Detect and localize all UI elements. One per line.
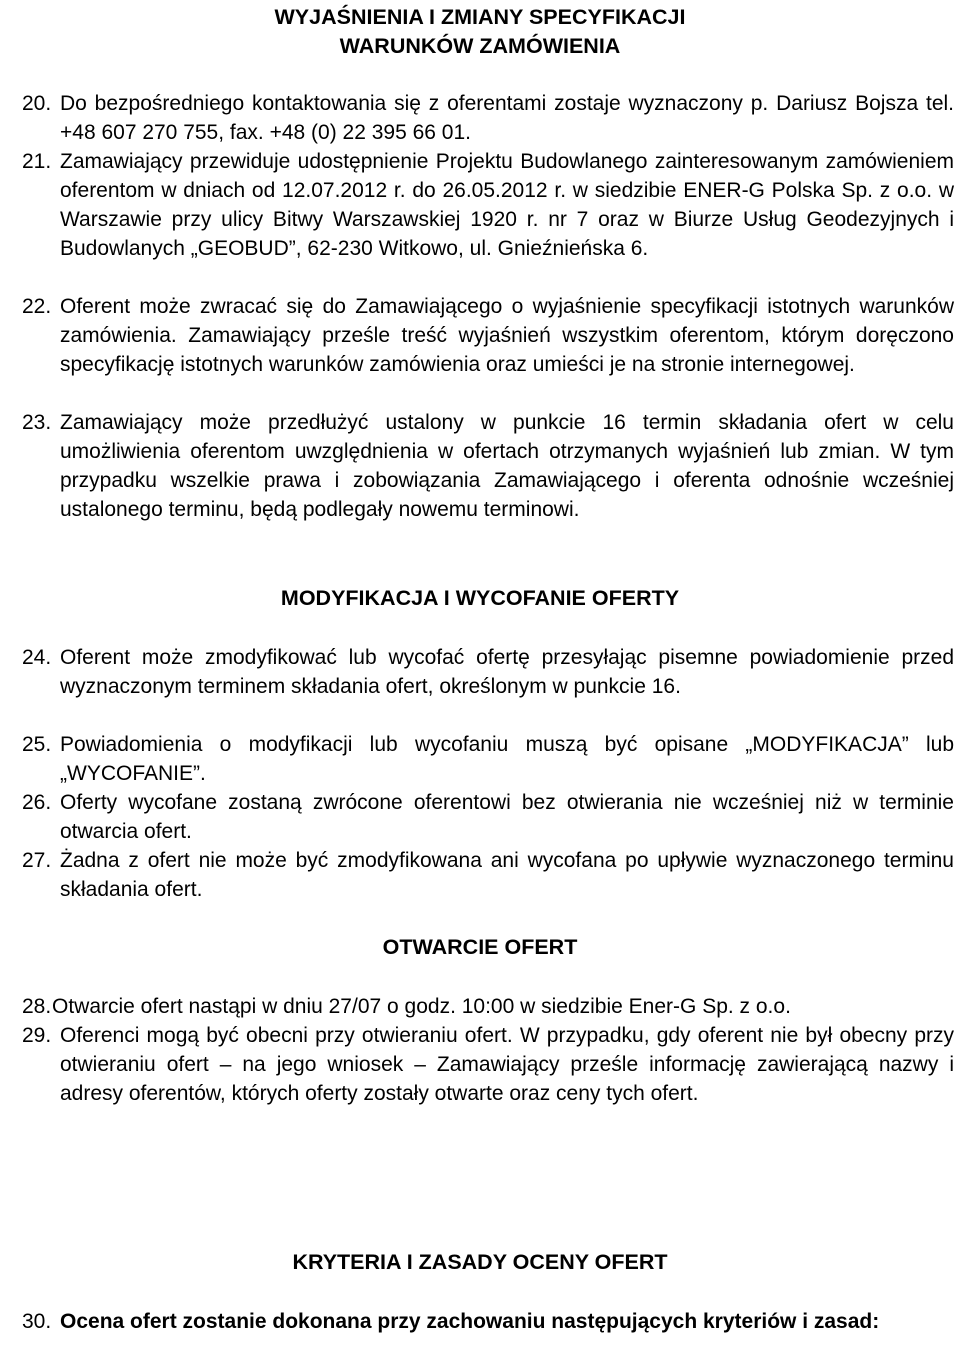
list-item-29 (22, 1021, 954, 1108)
item-text: Zamawiający może przedłużyć ustalony w punkcie 16 termin składania ofert w celu umożliwienia oferentom uwzględnienia w ofertach otrzymanych wyjaśnień lub zmian. W tym przypadku wszelkie prawa i zobowiązania Zamawiającego i oferenta odnośnie wcześniej ustalonego terminu, będą podlegały nowemu terminowi. (60, 411, 954, 521)
item-text: Ocena ofert zostanie dokonana przy zachowaniu następujących kryteriów i zasad: (60, 1310, 880, 1333)
list-item-28 (22, 992, 954, 1021)
item-number: 26. (22, 791, 52, 814)
item-text: Do bezpośredniego kontaktowania się z oferentami zostaje wyznaczony p. Dariusz Bojsza tel. +48 607 270 755, fax. +48 (0) 22 395 66 01. (60, 92, 954, 144)
list-item-24 (22, 643, 954, 701)
item-text: Powiadomienia o modyfikacji lub wycofaniu muszą być opisane „MODYFIKACJA” lub „WYCOFANIE”. (60, 733, 954, 785)
item-text: Oferent może zwracać się do Zamawiającego o wyjaśnienie specyfikacji istotnych warunków zamówienia. Zamawiający prześle treść wyjaśnień wszystkim oferentom, którym doręczono specyfikację istotnych warunków zamówienia oraz umieści je na stronie internegowej. (60, 295, 954, 376)
item-number: 27. (22, 849, 52, 872)
item-text: Żadna z ofert nie może być zmodyfikowana ani wycofana po upływie wyznaczonego terminu składania ofert. (60, 849, 954, 901)
item-number: 28. (22, 995, 52, 1018)
item-number: 20. (22, 92, 52, 115)
list-item-30 (22, 1307, 954, 1336)
section-heading-otwarcie: OTWARCIE OFERT (382, 935, 578, 959)
item-number: 21. (22, 150, 52, 173)
section-heading-wyjasnienia-line1: WYJAŚNIENIA I ZMIANY SPECYFIKACJI (274, 5, 686, 29)
section-heading-wyjasnienia-line2: WARUNKÓW ZAMÓWIENIA (339, 34, 621, 58)
list-item-23 (22, 408, 954, 524)
item-text: Oferty wycofane zostaną zwrócone oferentowi bez otwierania nie wcześniej niż w terminie otwarcia ofert. (60, 791, 954, 843)
list-item-26 (22, 788, 954, 846)
item-number: 24. (22, 646, 52, 669)
item-number: 29. (22, 1024, 52, 1047)
item-text: Otwarcie ofert nastąpi w dniu 27/07 o godz. 10:00 w siedzibie Ener-G Sp. z o.o. (52, 995, 791, 1018)
item-number: 23. (22, 411, 52, 434)
item-number: 25. (22, 733, 52, 756)
list-item-20 (22, 89, 954, 147)
item-number: 22. (22, 295, 52, 318)
list-item-27 (22, 846, 954, 904)
list-item-21 (22, 147, 954, 263)
section-heading-modyfikacja: MODYFIKACJA I WYCOFANIE OFERTY (280, 586, 680, 610)
item-number: 30. (22, 1310, 52, 1333)
list-item-22 (22, 292, 954, 379)
list-item-25 (22, 730, 954, 788)
section-heading-kryteria: KRYTERIA I ZASADY OCENY OFERT (292, 1250, 668, 1274)
item-text: Oferenci mogą być obecni przy otwieraniu ofert. W przypadku, gdy oferent nie był obecny przy otwieraniu ofert – na jego wniosek – Zamawiający prześle informację zawierającą nazwy i adresy oferentów, których oferty zostały otwarte oraz ceny tych ofert. (60, 1024, 954, 1105)
item-text: Zamawiający przewiduje udostępnienie Projektu Budowlanego zainteresowanym zamówieniem oferentom w dniach od 12.07.2012 r. do 26.05.2012 r. w siedzibie ENER-G Polska Sp. z o.o. w Warszawie przy ulicy Bitwy Warszawskiej 1920 r. nr 7 oraz w Biurze Usług Geodezyjnych i Budowlanych „GEOBUD”, 62-230 Witkowo, ul. Gnieźnieńska 6. (60, 150, 954, 260)
item-text: Oferent może zmodyfikować lub wycofać ofertę przesyłając pisemne powiadomienie przed wyznaczonym terminem składania ofert, określonym w punkcie 16. (60, 646, 954, 698)
